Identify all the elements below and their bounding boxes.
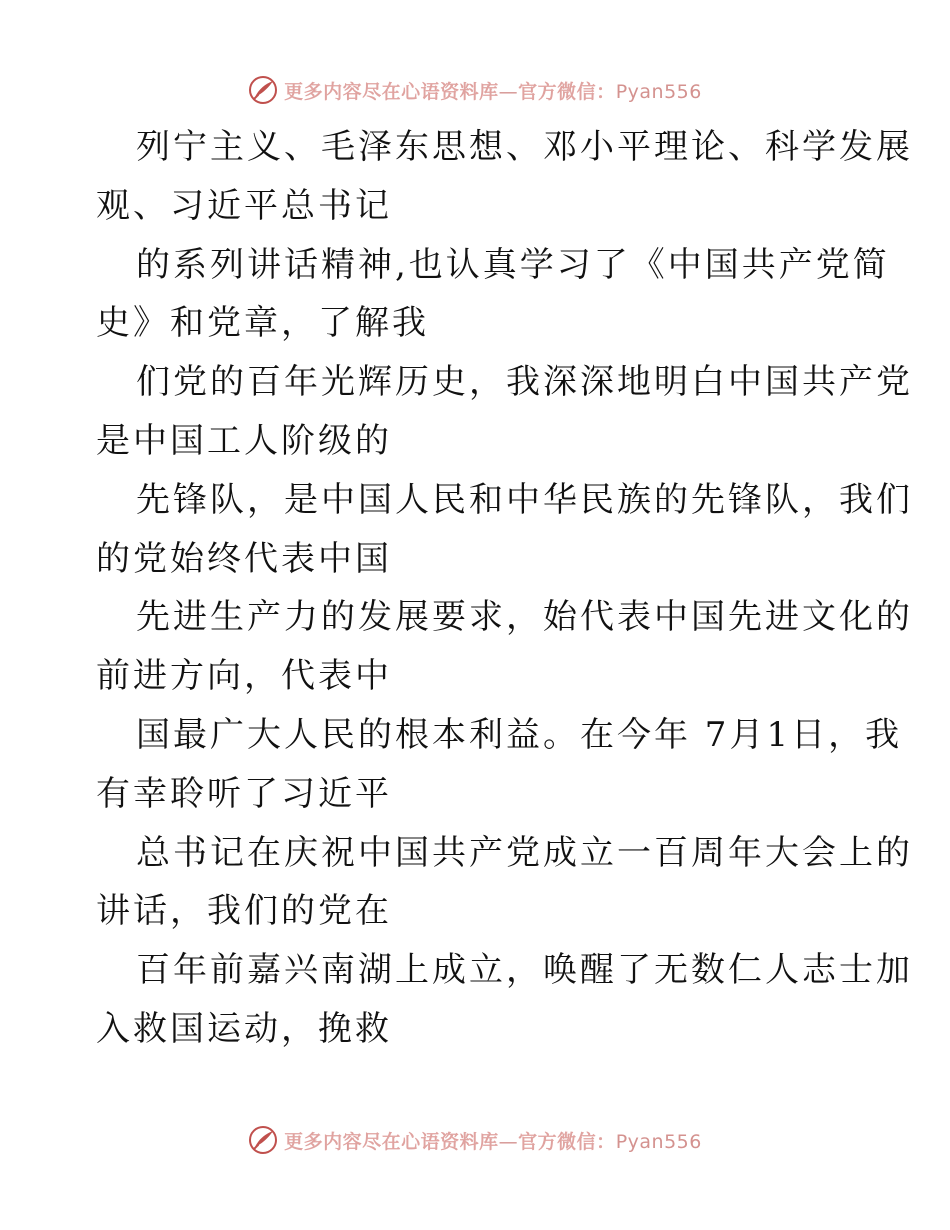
watermark-wechat-id: Pyan556 xyxy=(615,80,702,103)
text-line: 的党始终代表中国 xyxy=(96,538,392,579)
footer-watermark xyxy=(0,1120,950,1160)
text-line: 总书记在庆祝中国共产党成立一百周年大会上的 xyxy=(136,832,913,873)
watermark-brand: 更多内容尽在心语资料库 xyxy=(284,1130,499,1153)
quill-pen-logo-icon xyxy=(248,75,278,105)
text-line: 的系列讲话精神,也认真学习了《中国共产党简 xyxy=(136,244,890,285)
header-watermark xyxy=(0,70,950,110)
watermark-text xyxy=(284,1127,702,1154)
text-line: 列宁主义、毛泽东思想、邓小平理论、科学发展 xyxy=(136,127,913,167)
text-line: 先锋队，是中国人民和中华民族的先锋队，我们 xyxy=(136,479,913,520)
document-body xyxy=(96,118,913,1059)
text-line: 史》和党章，了解我 xyxy=(96,303,429,344)
text-line: 是中国工人阶级的 xyxy=(96,420,392,461)
watermark-text xyxy=(284,77,702,104)
watermark-brand: 更多内容尽在心语资料库 xyxy=(284,80,499,103)
text-line: 有幸聆听了习近平 xyxy=(96,773,392,814)
text-line: 们党的百年光辉历史，我深深地明白中国共产党 xyxy=(136,362,913,403)
text-line: 百年前嘉兴南湖上成立，唤醒了无数仁人志士加 xyxy=(136,950,913,991)
text-line: 前进方向，代表中 xyxy=(96,656,392,697)
text-line: 国最广大人民的根本利益。在今年 7月1日，我 xyxy=(136,714,903,755)
watermark-wechat-label: 官方微信： xyxy=(518,1130,616,1153)
quill-pen-logo-icon xyxy=(248,1125,278,1155)
watermark-separator: — xyxy=(498,1130,519,1153)
text-line: 讲话，我们的党在 xyxy=(96,891,392,932)
watermark-separator: — xyxy=(498,80,519,103)
text-line: 先进生产力的发展要求，始代表中国先进文化的 xyxy=(136,597,913,638)
watermark-wechat-label: 官方微信： xyxy=(518,80,616,103)
text-line: 入救国运动，挽救 xyxy=(96,1008,392,1049)
watermark-wechat-id: Pyan556 xyxy=(615,1130,702,1153)
text-line: 观、习近平总书记 xyxy=(96,185,392,226)
